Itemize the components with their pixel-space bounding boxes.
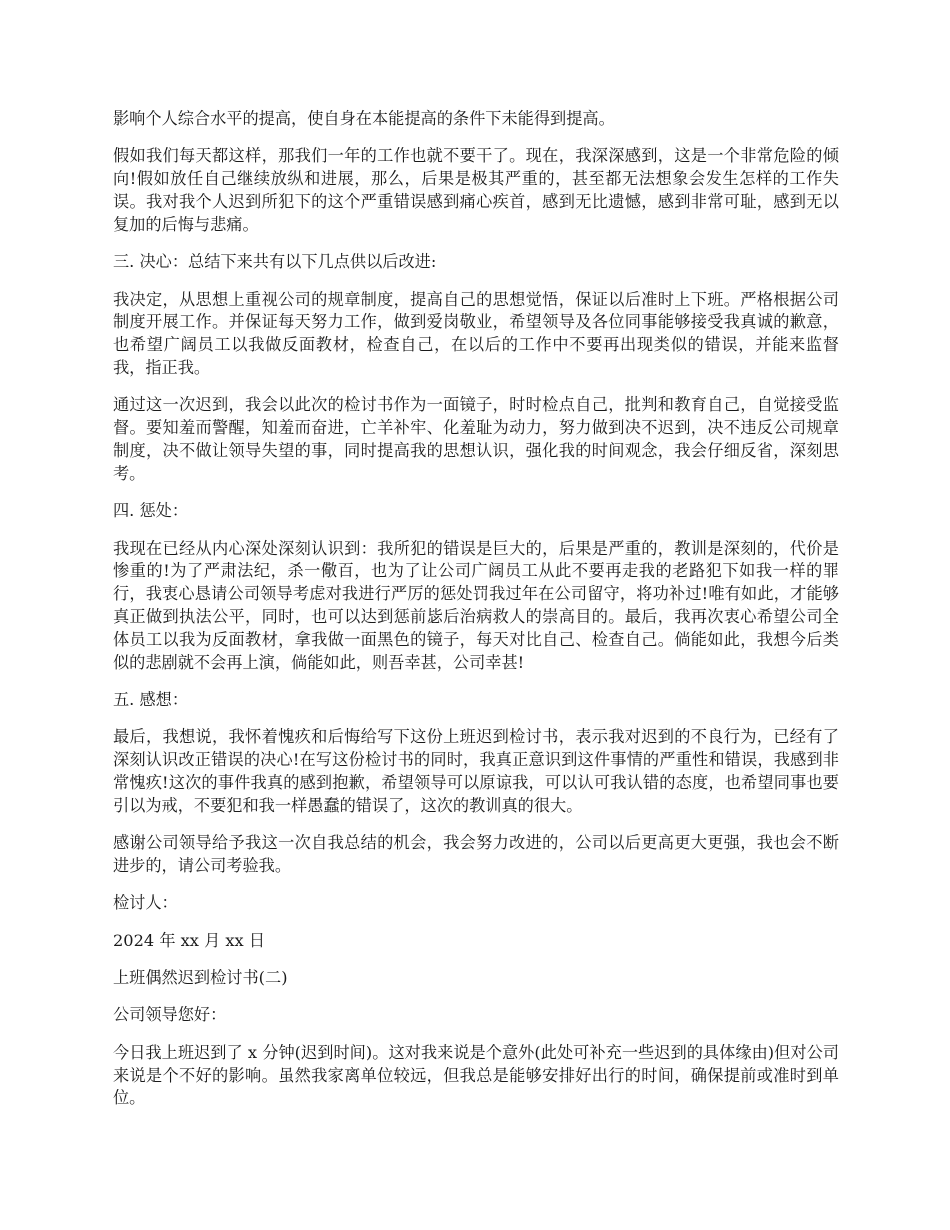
date-line: 2024 年 xx 月 xx 日 [113,930,266,950]
salutation: 公司领导您好： [113,1005,227,1025]
paragraph-danger-reflection: 假如我们每天都这样，那我们一年的工作也就不要干了。现在，我深深感到，这是一个非常危险的倾向!假如放任自己继续放纵和进展，那么，后果是极其严重的，甚至都无法想象会发生怎样的工作失误。我对我个人迟到所犯下的这个严重错误感到痛心疾首，感到无比遗憾，感到非常可耻，感到无以复加的后悔与悲痛。 [113,146,839,234]
section-heading-punishment: 四. 惩处： [113,501,189,521]
paragraph-intro-continued: 影响个人综合水平的提高，使自身在本能提高的条件下未能得到提高。 [113,109,615,128]
paragraph-thanks: 感谢公司领导给予我这一次自我总结的机会，我会努力改进的，公司以后更高更大更强，我也会不断进步的，请公司考验我。 [113,833,839,875]
paragraph-punishment: 我现在已经从内心深处深刻认识到：我所犯的错误是巨大的，后果是严重的，教训是深刻的，代价是惨重的!为了严肃法纪，杀一儆百，也为了让公司广阔员工从此不要再走我的老路犯下如我一样的罪行，我衷心恳请公司领导考虑对我进行严厉的惩处罚我过年在公司留守，将功补过!唯有如此，才能够真正做到执法公平，同时，也可以达到惩前毖后治病救人的崇高目的。最后，我再次衷心希望公司全体员工以我为反面教材，拿我做一面黑色的镜子，每天对比自己、检查自己。倘能如此，我想今后类似的悲剧就不会再上演，倘能如此，则吾幸甚，公司幸甚! [113,538,839,672]
paragraph-second-letter-body: 今日我上班迟到了 x 分钟(迟到时间)。这对我来说是个意外(此处可补充一些迟到的具体缘由)但对公司来说是个不好的影响。虽然我家离单位较远，但我总是能够安排好出行的时间，确保提前或准时到单位。 [113,1042,839,1108]
document-page [113,108,839,1125]
paragraph-thoughts: 最后，我想说，我怀着愧疚和后悔给写下这份上班迟到检讨书，表示我对迟到的不良行为，已经有了深刻认识改正错误的决心!在写这份检讨书的同时，我真正意识到这件事情的严重性和错误，我感到非常愧疚!这次的事件我真的感到抱歉，希望领导可以原谅我，可以认可我认错的态度，也希望同事也要引以为戒，不要犯和我一样愚蠢的错误了，这次的教训真的很大。 [113,727,839,815]
paragraph-resolution-mirror: 通过这一次迟到，我会以此次的检讨书作为一面镜子，时时检点自己，批判和教育自己，自觉接受监督。要知羞而警醒，知羞而奋进，亡羊补牢、化羞耻为动力，努力做到决不迟到，决不违反公司规章制度，决不做让领导失望的事，同时提高我的思想认识，强化我的时间观念，我会仔细反省，深刻思考。 [113,395,839,483]
paragraph-resolution-commitment: 我决定，从思想上重视公司的规章制度，提高自己的思想觉悟，保证以后准时上下班。严格根据公司制度开展工作。并保证每天努力工作，做到爱岗敬业，希望领导及各位同事能够接受我真诚的歉意，也希望广阔员工以我做反面教材，检查自己，在以后的工作中不要再出现类似的错误，并能来监督我，指正我。 [113,289,839,377]
second-letter-title: 上班偶然迟到检讨书(二) [113,968,288,988]
signature-line: 检讨人： [113,893,178,913]
section-heading-thoughts: 五. 感想： [113,689,189,709]
section-heading-resolution: 三. 决心：总结下来共有以下几点供以后改进: [113,252,437,272]
